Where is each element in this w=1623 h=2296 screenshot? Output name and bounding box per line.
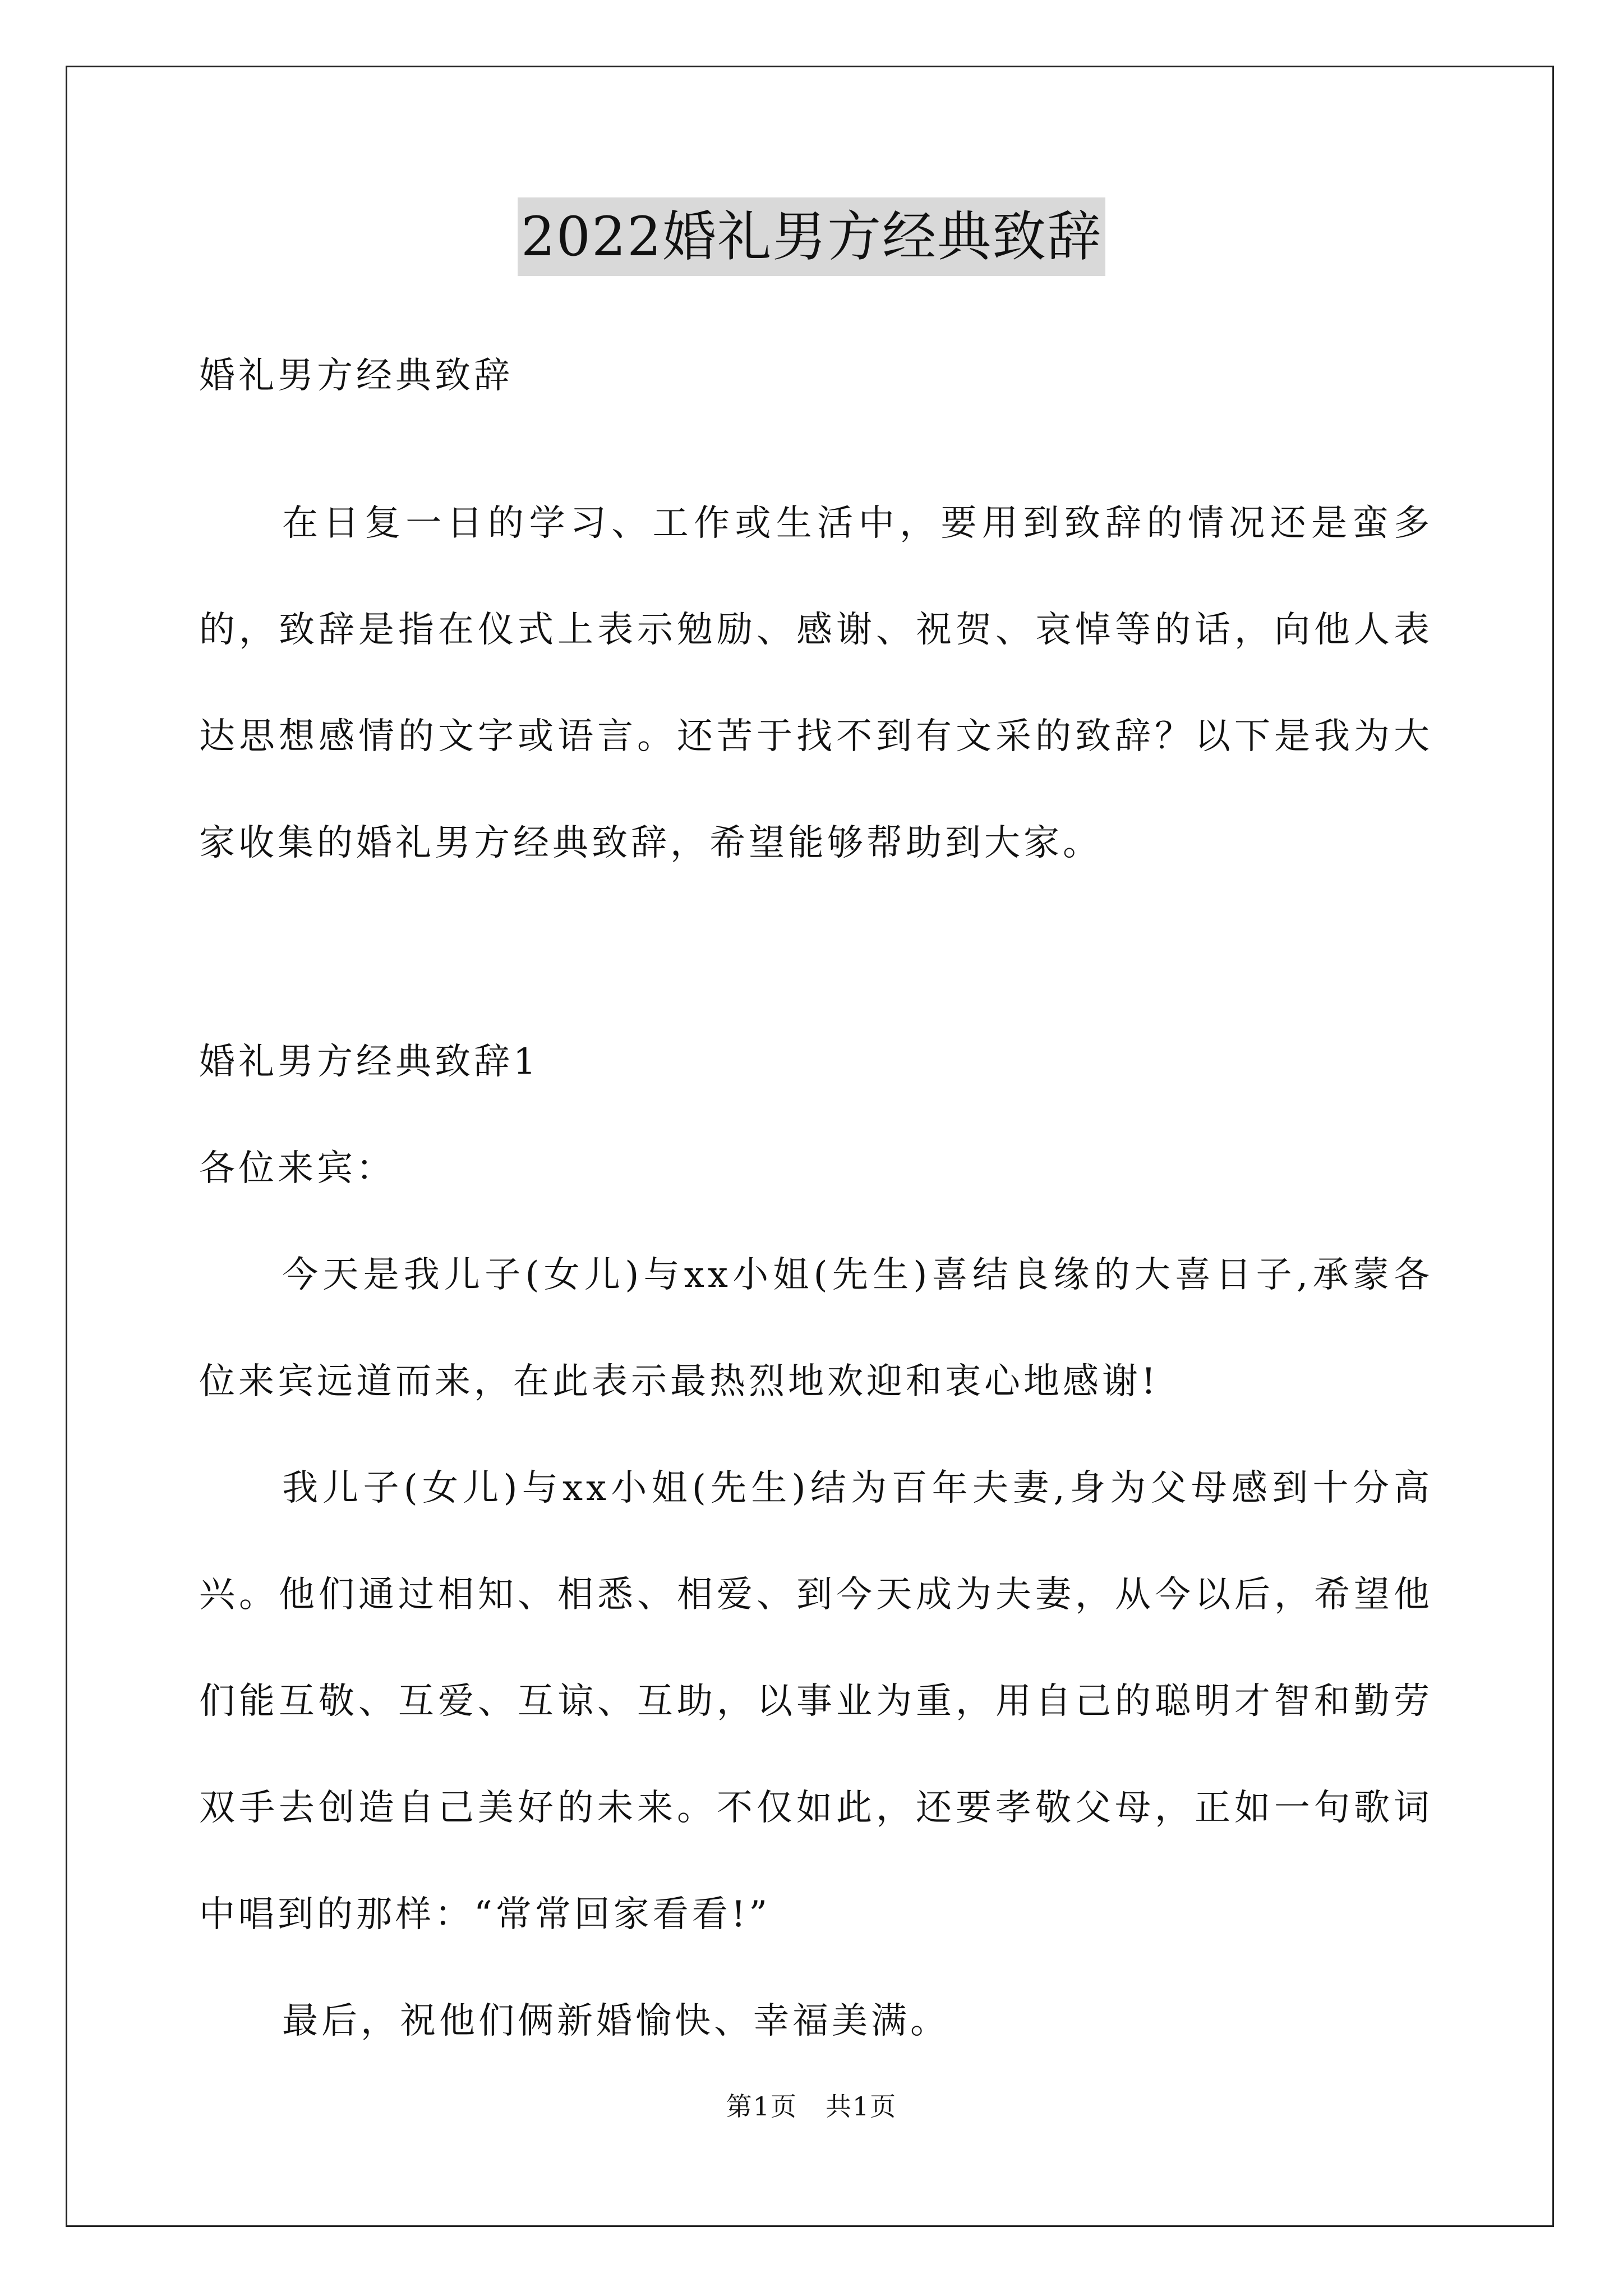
page-total: 共1页 [826,2091,897,2122]
page-number: 第1页 [726,2091,797,2122]
body-paragraph-2: 我儿子(女儿)与xx小姐(先生)结为百年夫妻,身为父母感到十分高兴。他们通过相知、相悉、相爱、到今天成为夫妻，从今以后，希望他们能互敬、互爱、互谅、互助，以事业为重，用自己的聪明才智和勤劳双手去创造自己美好的未来。不仅如此，还要孝敬父母，正如一句歌词中唱到的那样：“常常回家看看!” [199,1467,1433,1935]
title-container [0,197,1623,276]
page-footer [0,2090,1623,2123]
body-paragraph-1: 今天是我儿子(女儿)与xx小姐(先生)喜结良缘的大喜日子,承蒙各位来宾远道而来，在此表示最热烈地欢迎和衷心地感谢! [199,1254,1433,1402]
document-subtitle: 婚礼男方经典致辞 [199,355,513,397]
intro-paragraph: 在日复一日的学习、工作或生活中，要用到致辞的情况还是蛮多的，致辞是指在仪式上表示勉励、感谢、祝贺、哀悼等的话，向他人表达思想感情的文字或语言。还苦于找不到有文采的致辞？以下是我为大家收集的婚礼男方经典致辞，希望能够帮助到大家。 [199,503,1433,864]
section-heading: 婚礼男方经典致辞1 [199,1041,540,1083]
section-spacer [199,896,1433,1009]
document-title: 2022婚礼男方经典致辞 [518,197,1105,276]
document-body [199,342,1433,2074]
body-paragraph-3: 最后，祝他们俩新婚愉快、幸福美满。 [282,2000,949,2042]
salutation: 各位来宾： [199,1148,395,1189]
